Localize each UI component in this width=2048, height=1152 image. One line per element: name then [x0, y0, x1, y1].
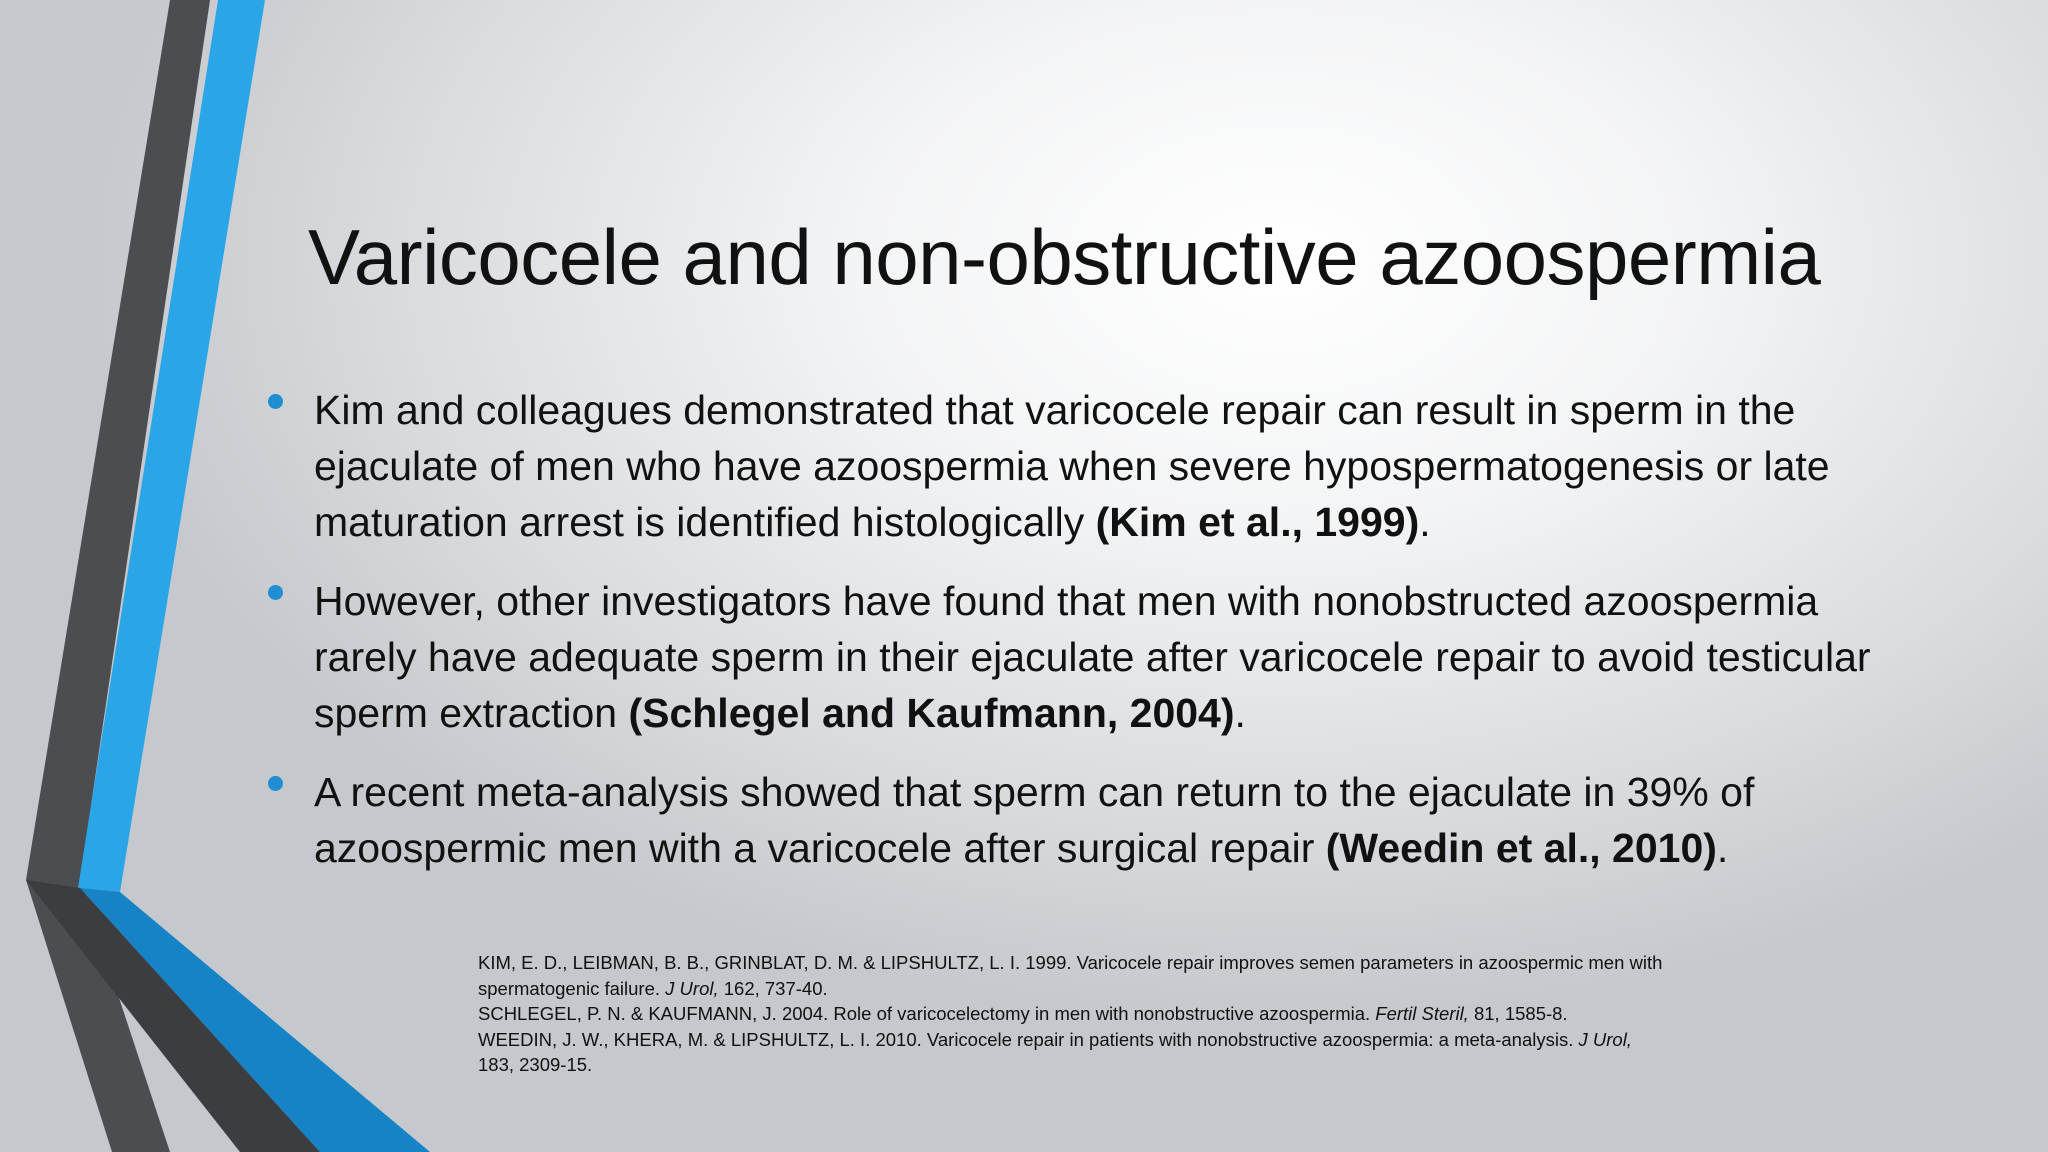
reference-text: WEEDIN, J. W., KHERA, M. & LIPSHULTZ, L. I. 2010. Varicocele repair in patients with nonobstructive azoospermia: a meta-analysis.	[478, 1028, 1579, 1050]
bullet-list	[262, 382, 1922, 899]
bullet-icon	[268, 776, 283, 791]
slide-title: Varicocele and non-obstructive azoospermia	[308, 213, 1821, 301]
reference-details: 183, 2309-15.	[478, 1054, 593, 1075]
reference-journal: J Urol,	[1578, 1028, 1632, 1050]
reference-item	[478, 1027, 1668, 1078]
reference-details: 81, 1585-8.	[1468, 1003, 1568, 1024]
reference-text: SCHLEGEL, P. N. & KAUFMANN, J. 2004. Role of varicocelectomy in men with nonobstructive azoospermia.	[478, 1003, 1376, 1024]
bullet-text: Kim and colleagues demonstrated that varicocele repair can result in sperm in the ejaculate of men who have azoospermia when severe hypospermatogenesis or late maturation arrest is identified histologically	[314, 387, 1830, 545]
bullet-period: .	[1716, 825, 1729, 871]
reference-item	[478, 1001, 1668, 1027]
reference-text: KIM, E. D., LEIBMAN, B. B., GRINBLAT, D. M. & LIPSHULTZ, L. I. 1999. Varicocele repair improves semen parameters in azoospermic men with spermatogenic failure.	[478, 952, 1663, 999]
bullet-citation: (Schlegel and Kaufmann, 2004)	[628, 690, 1235, 736]
bullet-item	[262, 573, 1922, 741]
reference-item	[478, 950, 1668, 1001]
bullet-text: A recent meta-analysis showed that sperm can return to the ejaculate in 39% of azoospermic men with a varicocele after surgical repair	[314, 769, 1755, 871]
bullet-icon	[268, 394, 283, 409]
reference-journal: J Urol,	[665, 977, 719, 999]
bullet-citation: (Kim et al., 1999)	[1095, 499, 1420, 545]
reference-details: 162, 737-40.	[718, 977, 828, 999]
references	[478, 950, 1668, 1078]
bullet-citation: (Weedin et al., 2010)	[1325, 825, 1717, 871]
bullet-text: However, other investigators have found that men with nonobstructed azoospermia rarely have adequate sperm in their ejaculate after varicocele repair to avoid testicular sperm extraction	[314, 578, 1871, 736]
reference-journal: Fertil Steril,	[1375, 1003, 1469, 1024]
bullet-item	[262, 764, 1922, 876]
bullet-icon	[268, 585, 283, 600]
bullet-item	[262, 382, 1922, 550]
bullet-period: .	[1419, 499, 1431, 545]
bullet-period: .	[1234, 690, 1246, 736]
